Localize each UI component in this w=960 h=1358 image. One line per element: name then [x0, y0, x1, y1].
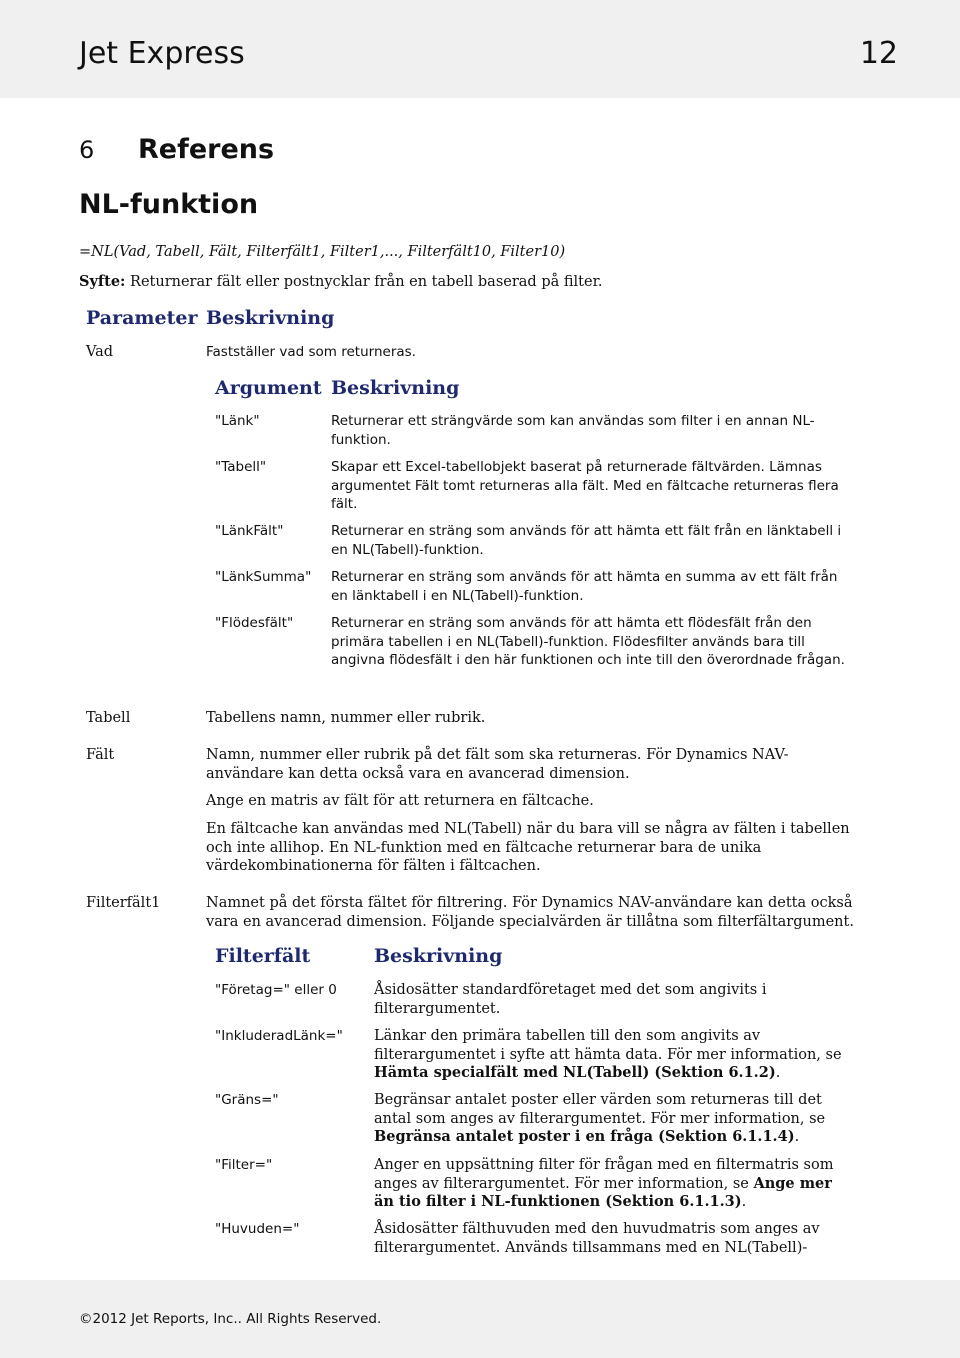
filter-field-name: "Filter=" — [215, 1157, 273, 1173]
function-syntax: =NL(Vad, Tabell, Fält, Filterfält1, Filter1,..., Filterfält10, Filter10) — [79, 244, 566, 260]
param-desc-falt: Namn, nummer eller rubrik på det fält som ska returneras. För Dynamics NAV-användare kan detta också vara en avancerad dimension. — [206, 747, 789, 782]
param-desc-tabell: Tabellens namn, nummer eller rubrik. — [206, 710, 486, 726]
filter-field-description — [374, 1027, 854, 1083]
param-name-vad: Vad — [86, 344, 114, 360]
filter-field-name: "Gräns=" — [215, 1092, 279, 1108]
argument-header-argument: Argument — [215, 377, 322, 399]
filter-field-description-end: . — [794, 1129, 800, 1145]
param-name-falt: Fält — [86, 747, 115, 763]
copyright-notice: ©2012 Jet Reports, Inc.. All Rights Reserved. — [79, 1311, 382, 1327]
filter-field-description-text: Länkar den primära tabellen till den som angivits av filterargumentet i syfte att hämta data. För mer information, se — [374, 1028, 842, 1063]
filter-header-description: Beskrivning — [374, 945, 503, 967]
argument-header-description: Beskrivning — [331, 377, 460, 399]
param-name-tabell: Tabell — [86, 710, 131, 726]
page-header — [0, 0, 960, 98]
section-title: NL-funktion — [79, 189, 259, 220]
argument-name: "LänkFält" — [215, 523, 284, 539]
argument-description: Returnerar en sträng som används för att hämta ett fält från en länktabell i en NL(Tabell)-funktion. — [331, 523, 842, 558]
argument-name: "LänkSumma" — [215, 569, 312, 585]
param-desc-filterfalt1: Namnet på det första fältet för filtrering. För Dynamics NAV-användare kan detta också vara en avancerad dimension. Följande specialvärden är tillåtna som filterfältargument. — [206, 895, 854, 930]
filter-field-description-end: . — [741, 1194, 747, 1210]
param-desc-falt-cache-usage: En fältcache kan användas med NL(Tabell) när du bara vill se några av fälten i tabellen och inte allihop. En NL-funktion med en fältcache returnerar bara de unika värdekombinationerna för fälten i fältcachen. — [206, 821, 850, 874]
param-desc-vad: Fastställer vad som returneras. — [206, 344, 416, 360]
argument-name: "Länk" — [215, 413, 260, 429]
filter-field-description — [374, 1156, 854, 1212]
purpose-label: Syfte: — [79, 273, 126, 290]
param-name-filterfalt1: Filterfält1 — [86, 895, 161, 911]
filter-field-description-text: Begränsar antalet poster eller värden som returneras till det antal som anges av filterargumentet. För mer information, se — [374, 1092, 826, 1127]
argument-description: Returnerar en sträng som används för att hämta ett flödesfält från den primära tabellen i en NL(Tabell)-funktion. Flödesfilter används bara till angivna flödesfält i den här funktionen och inte till den överordnade frågan. — [331, 615, 845, 668]
chapter-title: Referens — [138, 134, 275, 165]
argument-description: Returnerar ett strängvärde som kan användas som filter i en annan NL-funktion. — [331, 413, 815, 448]
document-title: Jet Express — [79, 36, 245, 71]
function-purpose — [79, 273, 603, 290]
chapter-number: 6 — [79, 136, 95, 164]
cross-reference: Hämta specialfält med NL(Tabell) (Sektion 6.1.2) — [374, 1064, 776, 1081]
filter-field-description-text: Anger en uppsättning filter för frågan med en filtermatris som anges av filterargumentet. För mer information, se — [374, 1157, 834, 1192]
page-footer — [0, 1280, 960, 1358]
argument-name: "Flödesfält" — [215, 615, 294, 631]
param-desc-falt-cache: Ange en matris av fält för att returnera en fältcache. — [206, 793, 594, 809]
argument-name: "Tabell" — [215, 459, 267, 475]
argument-description: Returnerar en sträng som används för att hämta en summa av ett fält från en länktabell i en NL(Tabell)-funktion. — [331, 569, 838, 604]
param-header-description: Beskrivning — [206, 307, 335, 329]
filter-field-description — [374, 1091, 854, 1147]
filter-header-field: Filterfält — [215, 945, 311, 967]
filter-field-description: Åsidosätter standardföretaget med det som angivits i filterargumentet. — [374, 982, 767, 1017]
filter-field-name: "Huvuden=" — [215, 1221, 300, 1237]
param-header-parameter: Parameter — [86, 307, 198, 329]
purpose-text: Returnerar fält eller postnycklar från en tabell baserad på filter. — [125, 274, 603, 290]
cross-reference: Ange mer än tio filter i NL-funktionen (Sektion 6.1.1.3) — [374, 1174, 832, 1210]
filter-field-name: "InkluderadLänk=" — [215, 1028, 343, 1044]
argument-description: Skapar ett Excel-tabellobjekt baserat på returnerade fältvärden. Lämnas argumentet Fält tomt returneras alla fält. Med en fältcache returneras flera fält. — [331, 459, 839, 512]
page-number: 12 — [859, 36, 898, 71]
filter-field-name: "Företag=" eller 0 — [215, 982, 337, 998]
cross-reference: Begränsa antalet poster i en fråga (Sektion 6.1.1.4) — [374, 1128, 795, 1145]
filter-field-description-end: . — [775, 1065, 781, 1081]
filter-field-description: Åsidosätter fälthuvuden med den huvudmatris som anges av filterargumentet. Används tillsammans med en NL(Tabell)- — [374, 1221, 820, 1256]
